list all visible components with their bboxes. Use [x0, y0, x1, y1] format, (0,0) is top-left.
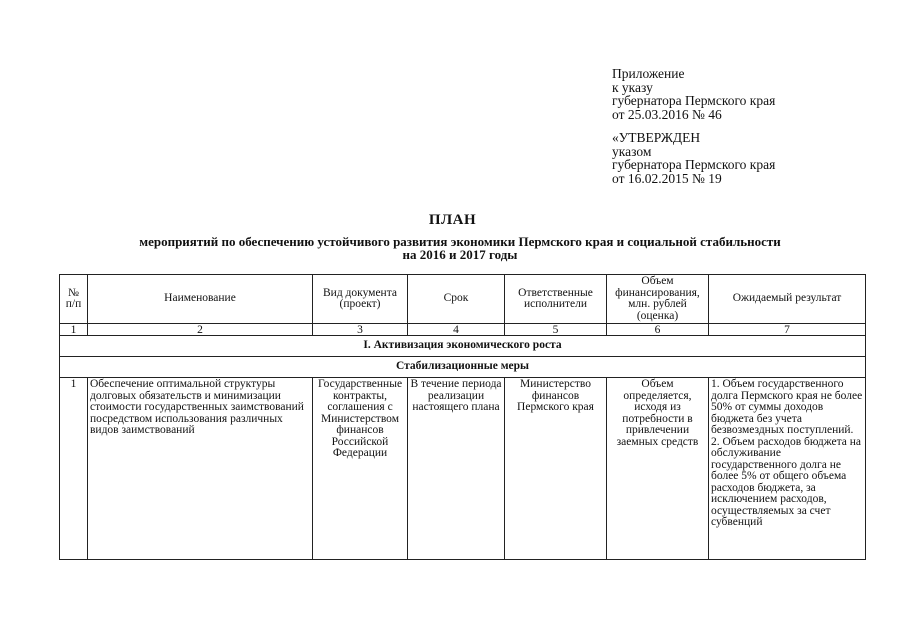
row-result: 1. Объем государственного долга Пермского края не более 50% от суммы доходов бюджета без учета безвозмездных поступлений. 2. Объем расходов бюджета на обслуживание государственного долга не более 5% от общего объема расходов бюджета, за исключением расходов, осуществляемых за счет субвенций	[709, 378, 866, 560]
plan-table	[59, 274, 866, 560]
approval-line: от 16.02.2015 № 19	[612, 170, 722, 186]
header-cell-name: Наименование	[88, 275, 313, 324]
approval-line: губернатора Пермского края	[612, 157, 776, 172]
column-number: 3	[313, 324, 408, 336]
row-doc-type: Государственные контракты, соглашения с Министерством финансов Российской Федерации	[313, 378, 408, 560]
table-header-row	[60, 275, 866, 324]
row-responsible: Министерство финансов Пермского края	[505, 378, 607, 560]
table-row	[60, 378, 866, 560]
document-title: ПЛАН	[428, 212, 477, 228]
header-cell-num: № п/п	[60, 275, 88, 324]
header-cell-result: Ожидаемый результат	[709, 275, 866, 324]
approval-line: «УТВЕРЖДЕН	[612, 130, 701, 145]
row-name: Обеспечение оптимальной структуры долговых обязательств и минимизации стоимости государственных заимствований посредством использования различных видов заимствований	[88, 378, 313, 560]
document-subtitle	[60, 235, 860, 261]
header-cell-responsible: Ответственные исполнители	[505, 275, 607, 324]
appendix-line: губернатора Пермского края	[612, 93, 776, 108]
header-cell-funding: Объем финансирования, млн. рублей (оценка)	[607, 275, 709, 324]
subsection-title: Стабилизационные меры	[60, 357, 866, 378]
section-title: I. Активизация экономического роста	[60, 336, 866, 357]
subtitle-line: мероприятий по обеспечению устойчивого развития экономики Пермского края и социальной стабильности	[139, 234, 781, 249]
section-row	[60, 336, 866, 357]
row-funding: Объем определяется, исходя из потребности в привлечении заемных средств	[607, 378, 709, 560]
column-number: 6	[607, 324, 709, 336]
row-deadline: В течение периода реализации настоящего плана	[408, 378, 505, 560]
column-number: 2	[88, 324, 313, 336]
column-number-row	[60, 324, 866, 336]
appendix-block	[612, 67, 775, 121]
column-number: 1	[60, 324, 88, 336]
subsection-row	[60, 357, 866, 378]
approval-block	[612, 131, 775, 185]
row-num: 1	[60, 378, 88, 560]
header-cell-doc-type: Вид документа (проект)	[313, 275, 408, 324]
header-cell-deadline: Срок	[408, 275, 505, 324]
appendix-line: к указу	[612, 79, 653, 95]
subtitle-line: на 2016 и 2017 годы	[402, 247, 518, 262]
appendix-line: Приложение	[612, 66, 685, 81]
appendix-line: от 25.03.2016 № 46	[612, 106, 722, 122]
approval-line: указом	[612, 143, 652, 159]
column-number: 5	[505, 324, 607, 336]
column-number: 4	[408, 324, 505, 336]
column-number: 7	[709, 324, 866, 336]
